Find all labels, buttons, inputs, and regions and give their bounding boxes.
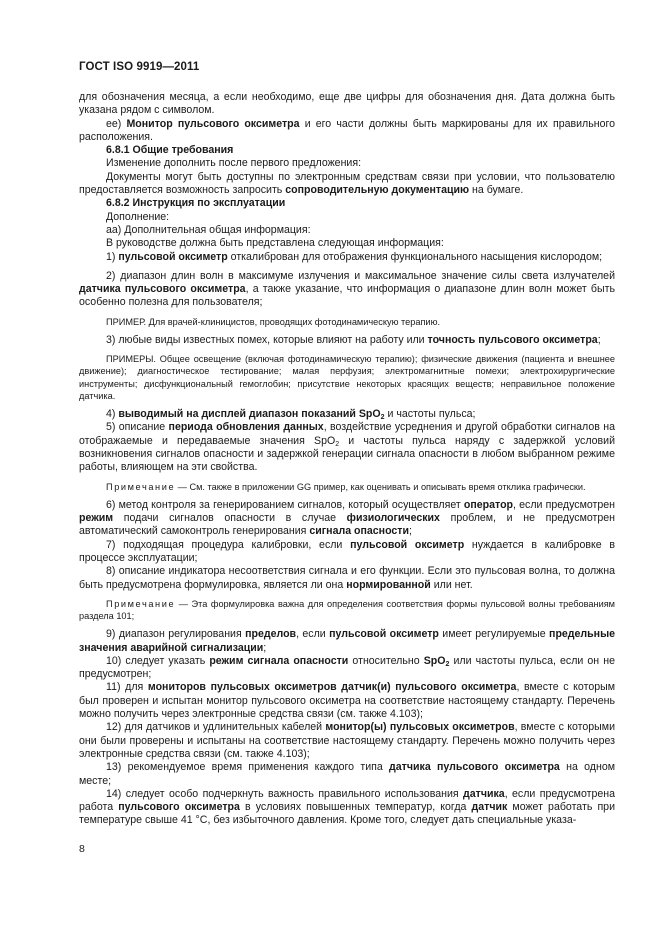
text-segment: 4) — [106, 408, 119, 421]
text-segment: 9) диапазон регулирования — [106, 628, 246, 641]
paragraph — [79, 788, 615, 828]
bold-term: пределов — [245, 628, 297, 641]
bold-term: 2 — [445, 660, 450, 668]
paragraph — [79, 251, 615, 264]
paragraph — [79, 681, 615, 721]
paragraph — [79, 144, 615, 157]
text-segment: — См. также в приложении GG пример, как оценивать и описывать время отклика графически. — [175, 481, 586, 492]
text-segment: ; — [597, 333, 601, 346]
paragraph — [79, 598, 615, 622]
bold-term: выводимый на дисплей диапазон показаний SpO — [118, 408, 381, 421]
text-segment: откалиброван для отображения функционального насыщения кислородом; — [227, 250, 603, 263]
text-segment: , воздействие усреднения и другой обработки сигналов на отображаемые и передаваемые значения SpO — [79, 421, 615, 447]
text-segment: ПРИМЕР. Для врачей-клиницистов, проводящих фотодинамическую терапию. — [106, 316, 441, 327]
text-segment: ; — [409, 525, 412, 538]
text-segment: Документы могут быть доступны по электронным средствам связи при условии, что пользователю предоставляется возможность запросить — [79, 170, 615, 197]
text-segment: на бумаге. — [469, 184, 524, 197]
bold-term: предельные значения аварийной сигнализации — [79, 628, 616, 654]
text-segment: , а также указание, что информация о диапазоне длин волн может быть особенно полезна для пользователя; — [79, 283, 615, 309]
text-segment: 13) рекомендуемое время применения каждого типа — [106, 761, 390, 774]
text-segment: Примечание — [106, 481, 176, 492]
bold-term: пульсовой оксиметр — [118, 250, 228, 263]
bold-term: датчика пульсового оксиметра — [389, 761, 560, 774]
bold-term: монитор(ы) пульсовых оксиметров — [325, 721, 515, 734]
paragraph — [79, 224, 615, 237]
bold-term: нормированной — [346, 578, 431, 591]
text-segment: и его части должны быть маркированы для их правильного расположения. — [79, 117, 616, 143]
text-segment: на одном месте; — [79, 761, 615, 787]
bold-term: оператор — [463, 498, 514, 511]
text-segment: или частоты пульса, если он не предусмотрен; — [79, 654, 615, 681]
text-segment: аа) Дополнительная общая информация: — [106, 223, 311, 236]
paragraph — [79, 197, 615, 210]
bold-term: точность пульсового оксиметра — [427, 333, 598, 346]
text-segment: — Эта формулировка важна для определения соответствия формы пульсовой волны требованиям раздела 101; — [79, 598, 615, 622]
text-segment: , если предусмотрена работа — [79, 787, 615, 814]
paragraph — [79, 171, 615, 198]
text-segment: 2 — [335, 440, 340, 448]
text-segment: 10) следует указать — [106, 654, 210, 667]
text-segment: 7) подходящая процедура калибровки, если — [106, 538, 351, 551]
bold-term: периода обновления данных — [168, 421, 324, 434]
bold-term: сопроводительную документацию — [285, 184, 470, 197]
bold-term: SpO — [423, 654, 446, 667]
text-segment: Изменение дополнить после первого предложения: — [106, 157, 362, 170]
text-segment: может работать при температуре свыше 41 °С, без избыточного давления. Кроме того, следует дать специальные указа- — [79, 801, 615, 827]
bold-term: Монитор пульсового оксиметра — [126, 117, 300, 130]
text-segment: , вместе с которым был проверен и испытан монитор пульсового оксиметра на соответствие настоящему стандарту. Перечень можно получить через электронные средства связи (см. также 4.103); — [79, 681, 615, 721]
text-segment: проблем, и не предусмотрен автоматический самоконтроль генерирования — [79, 512, 615, 538]
page-body — [79, 91, 615, 828]
paragraph — [79, 721, 615, 761]
paragraph — [79, 211, 615, 224]
paragraph — [79, 408, 615, 421]
paragraph — [79, 761, 615, 788]
text-segment: Примечание — [106, 598, 176, 609]
text-segment: , если предусмотрен — [513, 498, 615, 511]
paragraph — [79, 539, 615, 566]
text-segment: и частоты пульса наряду с задержкой условий возникновения сигналов опасности и задержкой генерации сигнала опасности в любом выбранном режиме работы, влияющем на эти свойства. — [79, 434, 615, 474]
text-segment: 14) следует особо подчеркнуть важность правильного использования — [106, 787, 464, 800]
bold-term: датчика — [463, 787, 505, 800]
text-segment: 11) для — [106, 681, 148, 694]
paragraph — [79, 499, 615, 539]
text-segment: Дополнение: — [106, 210, 170, 223]
bold-term: 6.8.2 Инструкция по эксплуатации — [106, 197, 286, 210]
bold-term: пульсовой оксиметр — [329, 628, 439, 641]
text-segment: 3) любые виды известных помех, которые влияют на работу или — [106, 333, 428, 346]
text-segment: 5) описание — [106, 421, 169, 434]
text-segment: ее) — [106, 117, 127, 130]
text-segment: , вместе с которыми они были проверены и испытаны на соответствие настоящему стандарту. Перечень можно получить через электронные средства связи (см. также 4.103); — [79, 721, 615, 760]
bold-term: сигнала опасности — [309, 525, 410, 538]
bold-term: датчик — [471, 801, 508, 814]
bold-term: датчика пульсового оксиметра — [79, 283, 246, 296]
text-segment: подачи сигналов опасности в случае — [113, 512, 347, 525]
text-segment: для обозначения месяца, а если необходимо, еще две цифры для обозначения дня. Дата должна быть указана рядом с символом. — [79, 91, 615, 117]
text-segment: , если — [296, 628, 330, 641]
bold-term: мониторов пульсовых оксиметров датчик(и) пульсового оксиметра — [147, 681, 517, 694]
text-segment: относительно — [348, 654, 424, 667]
bold-term: пульсового оксиметра — [118, 801, 240, 814]
text-segment: ПРИМЕРЫ. Общее освещение (включая фотодинамическую терапию); физические движения (пациента и внешнее движение); диагностическое тестирование; малая перфузия; электромагнитные помехи; электрохирургические инструменты; дисфункциональный гемоглобин; присутствие некоторых красящих веществ; неправильное положение датчика. — [79, 354, 615, 401]
bold-term: режим сигнала опасности — [209, 654, 349, 667]
text-segment: В руководстве должна быть представлена следующая информация: — [106, 237, 444, 250]
text-segment: 12) для датчиков и удлинительных кабелей — [106, 721, 326, 734]
bold-term: пульсовой оксиметр — [350, 538, 465, 551]
text-segment: нуждается в калибровке в процессе эксплуатации; — [79, 538, 616, 564]
bold-term: 6.8.1 Общие требования — [106, 144, 234, 157]
paragraph — [79, 565, 615, 592]
paragraph — [79, 237, 615, 250]
paragraph — [79, 91, 615, 118]
page-number: 8 — [79, 843, 85, 855]
paragraph — [79, 655, 615, 682]
bold-term: физиологических — [346, 512, 440, 525]
text-segment: 1) — [106, 250, 119, 263]
text-segment: 6) метод контроля за генерированием сигналов, который осуществляет — [106, 498, 464, 511]
bold-term: режим — [79, 512, 114, 525]
page-header: ГОСТ ISO 9919—2011 — [79, 61, 200, 73]
paragraph — [79, 316, 615, 328]
text-segment: в условиях повышенных температур, когда — [239, 801, 472, 814]
paragraph — [79, 628, 615, 655]
paragraph — [79, 334, 615, 347]
text-segment: и частоты пульса; — [384, 408, 476, 421]
text-segment: 2) диапазон длин волн в максимуме излучения и максимальное значение силы света излучателей — [106, 269, 615, 282]
text-segment: 8) описание индикатора несоответствия сигнала и его функции. Если это пульсовая волна, то должна быть предусмотрена формулировка, является ли она — [79, 565, 615, 591]
paragraph — [79, 118, 615, 145]
text-segment: имеет регулируемые — [438, 628, 550, 641]
paragraph — [79, 157, 615, 170]
bold-term: 2 — [380, 414, 385, 422]
paragraph — [79, 270, 615, 310]
text-segment: или нет. — [430, 578, 473, 591]
paragraph — [79, 481, 615, 493]
paragraph — [79, 421, 615, 474]
text-segment: ; — [263, 641, 267, 654]
paragraph — [79, 353, 615, 402]
